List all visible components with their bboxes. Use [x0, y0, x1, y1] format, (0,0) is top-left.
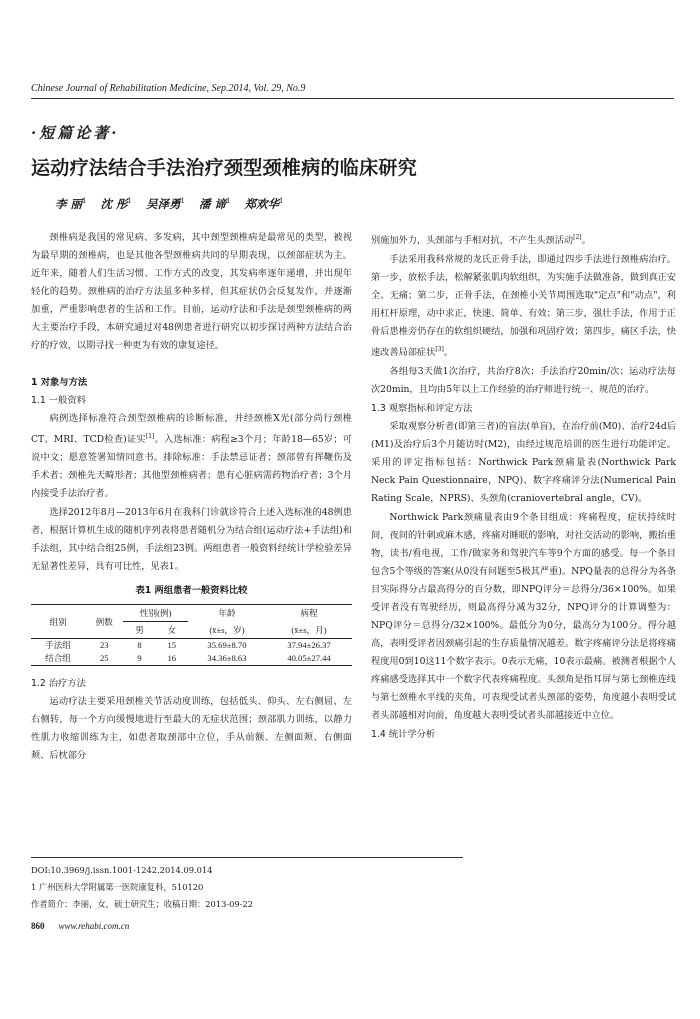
website: www.rehabi.com.cn [58, 921, 130, 931]
table-header-sex: 性别(例) [123, 605, 187, 622]
author-name: 沈 彤 [100, 197, 128, 211]
cell-age: 34.36±8.63 [188, 652, 266, 666]
doi: DOI:10.3969/j.issn.1001-1242.2014.09.014 [31, 865, 213, 875]
manual-therapy-paragraph [371, 251, 676, 362]
section-heading-methods: 1 对象与方法 [31, 377, 88, 388]
cell-course: 40.05±27.44 [266, 652, 352, 666]
table-header-row [31, 605, 352, 622]
cell-age: 35.69±8.70 [207, 640, 247, 651]
footnotes [31, 862, 253, 913]
cell-female: 15 [167, 640, 177, 651]
cell-group: 手法组 [45, 640, 71, 651]
paragraph-text: 手法采用我科常规的龙氏正骨手法，即通过四步手法进行颈椎病治疗。第一步，放松手法，松解紧张肌肉软组织，为实施手法做准备，做到真正安全、无痛；第二步，正骨手法，在颈椎小关节周围选取"定点"和"动点"，利用杠杆原理，动中求正，快速、简单、有效；第三步，强壮手法，作用于正骨后患椎旁仍存在的软组织硬结，加强和巩固疗效；第四步，痛区手法，快速改善局部症状 [371, 254, 676, 359]
journal-header: Chinese Journal of Rehabilitation Medicine, Sep.2014, Vol. 29, No.9 [31, 83, 674, 99]
subsection-heading-treatment: 1.2 治疗方法 [31, 678, 86, 690]
table-row [31, 652, 352, 666]
paragraph-text: 。 [581, 235, 591, 247]
cell-cases: 25 [85, 652, 123, 666]
cell-group: 结合组 [31, 652, 85, 666]
footnote-divider [31, 857, 463, 858]
section-label: ·短篇论著· [31, 124, 120, 142]
right-column [371, 229, 676, 744]
frequency-paragraph: 各组每3天做1次治疗，共治疗8次；手法治疗20min/次；运动疗法每次20min，且均由5年以上工作经验的治疗师进行统一、规范的治疗。 [371, 366, 676, 396]
author-name: 郑欢华 [244, 197, 279, 211]
cell-course: 37.94±26.37 [287, 640, 331, 651]
author-affiliation-mark: 1 [180, 197, 185, 206]
author-affiliation-mark: 1 [82, 197, 87, 206]
continued-paragraph [371, 229, 676, 250]
paragraph-text: 别施加外力，头颈部与手相对抗，不产生头颈活动 [371, 235, 574, 247]
assessment-paragraph: 采取观察分析者(即第三者)的盲法(单盲)，在治疗前(M0)、治疗24d后(M1)及治疗后3个月随访时(M2)，由经过规范培训的医生进行功能评定。采用的评定指标包括：Northwick Park颈痛量表(Northwick Park Neck Pain Questionnaire，NPQ)、数字疼痛评分法(Numerical Pain Rating Scale，NPRS)、头颈角(craniovertebral angle，CV)。 [371, 421, 676, 505]
table-header-age-unit: (x̄±s，岁) [188, 622, 266, 639]
table-header-cases: 例数 [85, 605, 123, 639]
paragraph-text: 。 [443, 347, 453, 359]
page-number: 860 [31, 921, 45, 931]
subsection-heading-statistics: 1.4 统计学分析 [371, 729, 436, 741]
author-name: 吴泽勇 [146, 197, 181, 211]
intro-paragraph: 颈椎病是我国的常见病、多发病，其中颈型颈椎病是最常见的类型，被视为最早期的颈椎病，也是其他各型颈椎病共同的早期表现，以颈部症状为主。近年来，随着人们生活习惯、工作方式的改变，其发病率逐年递增，并出现年轻化的趋势。颈椎病的治疗方法虽多种多样，但其症状仍会反复发作，并逐渐加重，严重影响患者的生活和工作。目前，运动疗法和手法是颈型颈椎病的两大主要治疗手段，本研究通过对48例患者进行研究以初步探讨两种方法结合治疗的疗效，以期寻找一种更为有效的康复途径。 [31, 232, 352, 351]
table-header-male: 男 [123, 622, 155, 639]
citation-ref: [3] [435, 346, 444, 354]
table-row [31, 639, 352, 653]
page-footer [31, 921, 129, 931]
author-name: 李 丽 [55, 197, 83, 211]
table-1 [31, 582, 352, 666]
npq-paragraph: Northwick Park颈痛量表由9个条目组成：疼痛程度，症状持续时间，夜间的针刺或麻木感，疼痛对睡眠的影响，对社交活动的影响，搬抬重物，读书/看电视，工作/做家务和驾驶汽车等9个方面的感受。每一个条目包含5个等级的答案(从0没有问题至5极其严重)。NPQ量表的总得分为各条目实际得分占最高得分的百分数，即NPQ评分＝总得分/36×100%。如果受评者没有驾驶经历，则最高得分减为32分，NPQ评分的计算调整为：NPQ评分＝总得分/32×100%。最低分为0分，最高分为100分。得分越高，表明受评者因颈痛引起的生存质量情况越差。数字疼痛评分法是将疼痛程度用0到10这11个数字表示。0表示无痛，10表示最痛。被测者根据个人疼痛感受选择其中一个数字代表疼痛程度。头颈角是指耳屏与第七颈椎连线与第七颈椎水平线的夹角，可表现受试者头颈部的姿势，角度越小表明受试者头部越相对向前，角度越大表明受试者头部越接近中立位。 [371, 512, 676, 722]
cell-male: 8 [137, 640, 142, 651]
paragraph-text: 病例选择标准符合颈型颈椎病的诊断标准，并经颈椎X光(部分尚行颈椎CT、MRI、TCD检查)证实 [31, 413, 352, 446]
author-name: 潘 谛 [198, 197, 226, 211]
author-affiliation-mark: 1 [278, 197, 284, 206]
table-header-course-unit: (x̄±s，月) [266, 622, 352, 639]
article-title: 运动疗法结合手法治疗颈型颈椎病的临床研究 [31, 157, 418, 179]
author-info-note: 作者简介：李丽，女，硕士研究生；收稿日期：2013-09-22 [31, 899, 254, 909]
subsection-heading-assessment: 1.3 观察指标和评定方法 [371, 403, 473, 415]
cell-male: 9 [123, 652, 155, 666]
table-header-group: 组别 [31, 605, 85, 639]
affiliation-note: 1 广州医科大学附属第一医院康复科，510120 [31, 882, 204, 892]
table-header-age: 年龄 [188, 605, 266, 622]
table-caption: 表1 两组患者一般资料比较 [135, 585, 248, 597]
table-header-female: 女 [156, 622, 188, 639]
selection-criteria-paragraph [31, 410, 352, 503]
author-affiliation-mark: 1 [127, 197, 132, 206]
table-header-course: 病程 [266, 605, 352, 622]
patient-selection-paragraph: 选择2012年8月—2013年6月在我科门诊就诊符合上述入选标准的48例患者，根据计算机生成的随机序列表将患者随机分为结合组(运动疗法+手法组)和手法组，其中结合组25例，手法组23例。两组患者一般资料经统计学检验差异无显著性差异，具有可比性，见表1。 [31, 507, 352, 573]
left-column [31, 229, 352, 766]
citation-ref: [1] [145, 433, 155, 440]
general-data-table [31, 604, 352, 666]
citation-ref: [2] [573, 234, 582, 241]
cell-female: 16 [156, 652, 188, 666]
author-list [55, 196, 293, 212]
cell-cases: 23 [99, 640, 109, 651]
paragraph-text: 。入选标准：病程≥3个月；年龄18—65岁；可说中文；愿意签署知情同意书。排除标准：手法禁忌证者；颈部曾有挥鞭伤及手术者；颈椎先天畸形者；其他型颈椎病者；患有心脏病需药物治疗者；3个月内接受手法治疗者。 [31, 434, 352, 500]
subsection-heading-general-info: 1.1 一般资料 [31, 395, 86, 406]
exercise-therapy-paragraph: 运动疗法主要采用颈椎关节活动度训练，包括低头、仰头、左右侧屈、左右侧转，每一个方向缓慢地进行至最大的无症状范围；颈部肌力训练，以静力性肌力收缩训练为主，如患者取颈部中立位，手从前额、左侧面颊、右侧面颊、后枕部分 [31, 696, 352, 762]
author-affiliation-mark: 1 [226, 197, 231, 206]
